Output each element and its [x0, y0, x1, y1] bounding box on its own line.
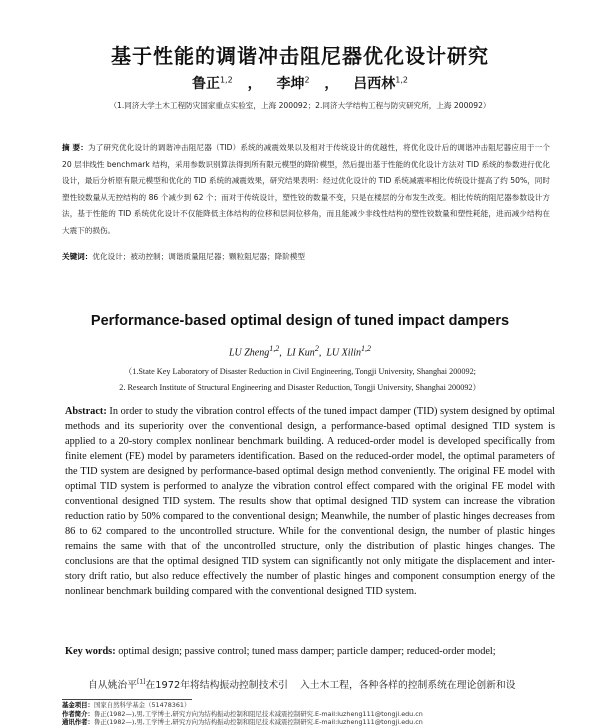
chinese-abstract-label: 摘 要： — [62, 143, 89, 152]
footnote-contact-label: 通讯作者： — [62, 718, 94, 726]
author-name: 吕西林 — [353, 76, 396, 92]
footnote-contact — [62, 717, 562, 726]
footnote-fund — [62, 700, 562, 709]
author-affiliation-mark: 2 — [304, 75, 310, 85]
footnote-fund-label: 基金项目： — [62, 701, 94, 709]
intro-text-part2: 在1972年将结构振动控制技术引 — [145, 680, 288, 691]
author-affiliation-mark: 1,2 — [219, 75, 233, 85]
author-name: LI Kun — [286, 347, 315, 359]
author-separator: ， — [247, 76, 262, 92]
english-keywords — [65, 646, 555, 657]
english-abstract — [65, 404, 555, 599]
author-affiliation-mark: 1,2 — [361, 344, 372, 353]
footnote-fund-text: 国家自然科学基金（51478361） — [93, 701, 191, 709]
chinese-abstract-text: 为了研究优化设计的调谐冲击阻尼器（TID）系统的减震效果以及相对于传统设计的优越性，将优化设计后的调谐冲击阻尼器应用于一个 20 层非线性 benchmark 结构，采用参数识别算法得到所有限元模型的降阶模型，然后提出基于性能的优化设计方法对 TID 系统的参数进行优化设计，最后分析原有限元模型和优化的 TID 系统的减震效果，研究结果表明：经过优化设计的 TID 系统减震率相比传统设计提高了约 50%，同时塑性铰数量从无控结构的 86 个减少到 62 个；而对于传统设计，塑性铰的数量不变，只是在楼层的分布发生改变。相比传统的阻尼器参数设计方法，基于性能的 TID 系统优化设计不仅能降低主体结构的位移和层间位移角，而且能减少非线性结构的塑性铰数量和塑性耗能，进而减少结构在大震下的损伤。 — [62, 143, 551, 235]
english-authors: LU Zheng$^{1,2}$, LI Kun$^2$, LU Xilin$^{1,2}$ — [228, 344, 372, 359]
author-name: LU Zheng — [228, 347, 270, 359]
english-affiliation-1: （1.State Key Laboratory of Disaster Reduction in Civil Engineering, Tongji University, Shanghai 200092; — [124, 367, 476, 376]
intro-text-part3: 入土木工程，各种各样的控制系统在理论创新和设 — [299, 680, 516, 691]
author-affiliation-mark: 1,2 — [269, 344, 280, 353]
chinese-keywords — [62, 251, 550, 262]
chinese-keywords-text: 优化设计；被动控制；调谐质量阻尼器；颗粒阻尼器；降阶模型 — [92, 252, 305, 261]
author-name: 鲁正 — [191, 76, 220, 92]
introduction-first-line — [88, 677, 558, 691]
footnote-author-label: 作者简介： — [62, 710, 94, 718]
author-name: LU Xilin — [326, 347, 362, 359]
author-affiliation-mark: 1,2 — [395, 75, 409, 85]
chinese-abstract — [62, 140, 550, 239]
chinese-authors — [0, 73, 600, 93]
author-separator: ， — [324, 76, 339, 92]
author-affiliation-mark: 2 — [314, 344, 319, 353]
chinese-affiliation: （1.同济大学土木工程防灾国家重点实验室，上海 200092；2.同济大学结构工程与防灾研究所，上海 200092） — [109, 101, 491, 110]
footnote-contact-text: 鲁正(1982—),男,工学博士,研究方向为结构振动控制和阻尼技术减震控制研究.E-mail:luzheng111@tongji.edu.cn — [93, 718, 423, 726]
english-title: Performance-based optimal design of tuned impact dampers — [90, 313, 510, 329]
citation-ref[interactable]: [1] — [136, 678, 146, 686]
english-abstract-label: Abstract: — [65, 406, 107, 417]
intro-text-part1: 自从姚治平 — [88, 680, 137, 691]
chinese-keywords-label: 关键词： — [62, 252, 93, 261]
english-abstract-text: In order to study the vibration control effects of the tuned impact damper (TID) system designed by optimal methods and its superiority over the conventional design, a performance-based optimal designed TID system is applied to a 20-story complex nonlinear benchmark building. A reduced-order model is developed specifically from finite element (FE) model by parameters identification. Based on the reduced-order model, the optimal parameters of the TID system are designed by performance-based optimal design method conveniently. The original FE model with optimal TID system is performed to analyze the vibration control effect compared with the original FE model with conventional designed TID system. The results show that optimal designed TID system can increase the vibration reduction ratio by 50% compared to the conventional design; Meanwhile, the number of plastic hinges decreases from 86 to 62 compared to the uncontrolled structure. While for the conventional design, the number of plastic hinges remains the same with that of the uncontrolled structure, only the distribution of plastic hinges changes. The conclusions are that the optimal designed TID system can significantly not only mitigate the displacement and inter-story drift ratio, but also reduce effectively the number of plastic hinges and component consumption energy of the nonlinear benchmark building compared with the conventional designed TID system. — [65, 406, 556, 597]
footnote-author-text: 鲁正(1982—),男,工学博士,研究方向为结构振动控制和阻尼技术减震控制研究.E-mail:luzheng111@tongji.edu.cn — [93, 710, 423, 718]
english-keywords-text: optimal design; passive control; tuned mass damper; particle damper; reduced-order model; — [118, 646, 496, 657]
english-affiliation-2: 2. Research Institute of Structural Engineering and Disaster Reduction, Tongji University, Shanghai 200092） — [119, 383, 481, 392]
author-name: 李坤 — [276, 76, 305, 92]
chinese-title: 基于性能的调谐冲击阻尼器优化设计研究 — [111, 44, 489, 68]
english-keywords-label: Key words: — [65, 646, 116, 657]
